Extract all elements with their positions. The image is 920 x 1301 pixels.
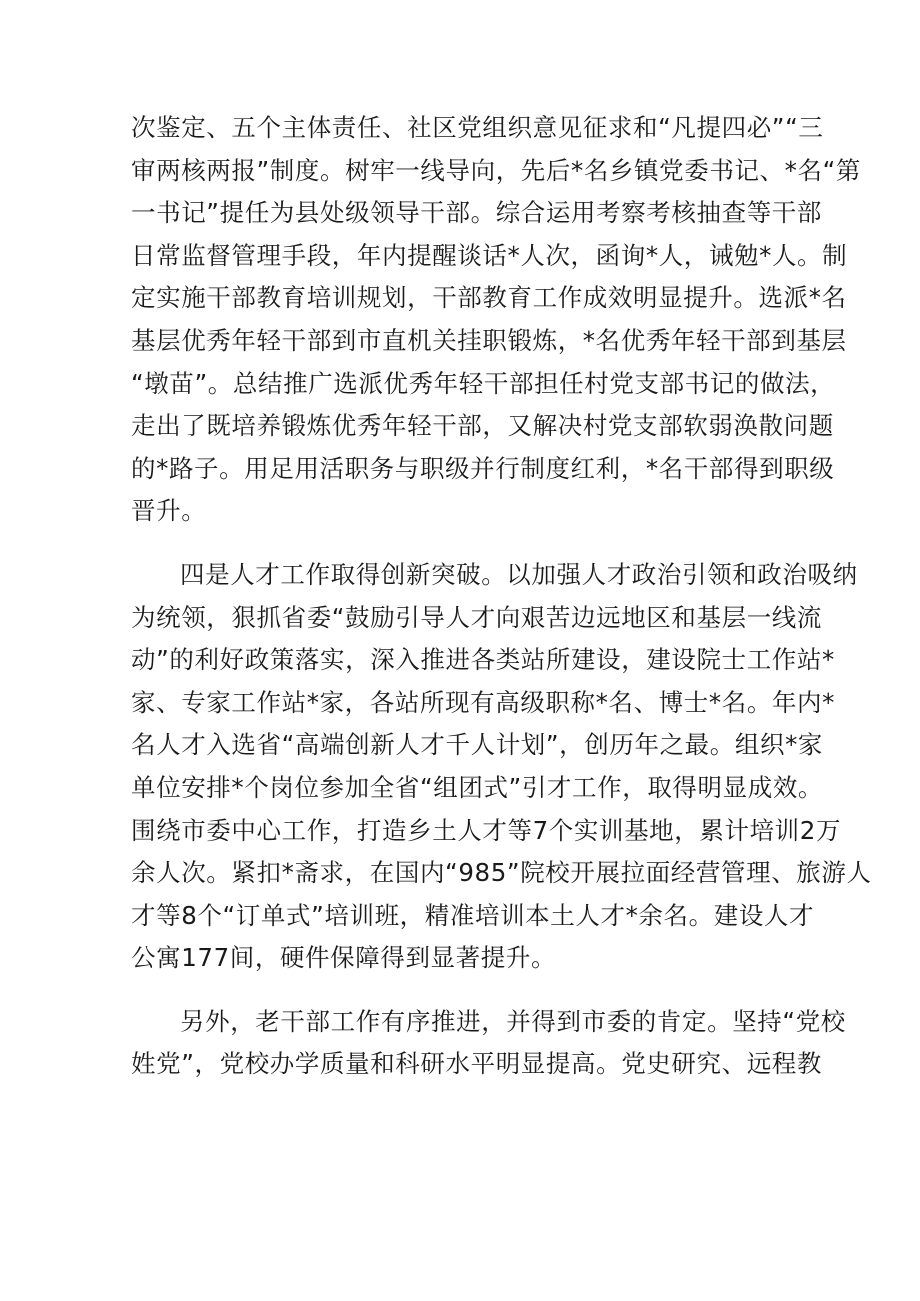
text-line: 审两核两报”制度。树牢一线导向，先后*名乡镇党委书记、*名“第	[131, 155, 861, 185]
text-line: 姓党”，党校办学质量和科研水平明显提高。党史研究、远程教	[131, 1049, 822, 1079]
text-line: 基层优秀年轻干部到市直机关挂职锻炼，*名优秀年轻干部到基层	[131, 325, 847, 355]
text-line: 单位安排*个岗位参加全省“组团式”引才工作，取得明显成效。	[131, 772, 824, 802]
text-line: 四是人才工作取得创新突破。以加强人才政治引领和政治吸纳	[180, 559, 858, 589]
paragraph-talent-work	[131, 554, 872, 980]
text-line: 晋升。	[131, 496, 207, 526]
text-line: 围绕市委中心工作，打造乡土人才等7个实训基地，累计培训2万	[131, 815, 842, 845]
paragraph-gap	[131, 980, 811, 1001]
paragraph-cadre-management	[131, 107, 861, 533]
text-line: 走出了既培养锻炼优秀年轻干部，又解决村党支部软弱涣散问题	[131, 411, 834, 441]
text-line: 余人次。紧扣*斋求，在国内“985”院校开展拉面经营管理、旅游人	[131, 858, 872, 888]
paragraph-gap	[131, 533, 811, 554]
text-line: 才等8个“订单式”培训班，精准培训本土人才*余名。建设人才	[131, 900, 815, 930]
text-line: 次鉴定、五个主体责任、社区党组织意见征求和“凡提四必”“三	[131, 113, 824, 142]
text-line: 名人才入选省“高端创新人才千人计划”，创历年之最。组织*家	[131, 730, 824, 760]
text-line: 一书记”提任为县处级领导干部。综合运用考察考核抽查等干部	[131, 198, 822, 228]
text-line: 动”的利好政策落实，深入推进各类站所建设，建设院士工作站*	[131, 645, 835, 675]
text-line: 公寓177间，硬件保障得到显著提升。	[131, 943, 557, 973]
text-line: 家、专家工作站*家，各站所现有高级职称*名、博士*名。年内*	[131, 687, 835, 717]
text-line: 另外，老干部工作有序推进，并得到市委的肯定。坚持“党校	[180, 1006, 846, 1036]
text-line: 的*路子。用足用活职务与职级并行制度红利，*名干部得到职级	[131, 453, 835, 483]
text-line: “墩苗”。总结推广选派优秀年轻干部担任村党支部书记的做法，	[131, 368, 836, 398]
text-line: 日常监督管理手段，年内提醒谈话*人次，函询*人，诫勉*人。制	[131, 240, 848, 270]
document-body	[131, 107, 872, 1086]
text-line: 为统领，狠抓省委“鼓励引导人才向艰苦边远地区和基层一线流	[131, 602, 822, 632]
paragraph-veteran-cadres	[131, 1001, 846, 1086]
text-line: 定实施干部教育培训规划，干部教育工作成效明显提升。选派*名	[131, 283, 847, 313]
